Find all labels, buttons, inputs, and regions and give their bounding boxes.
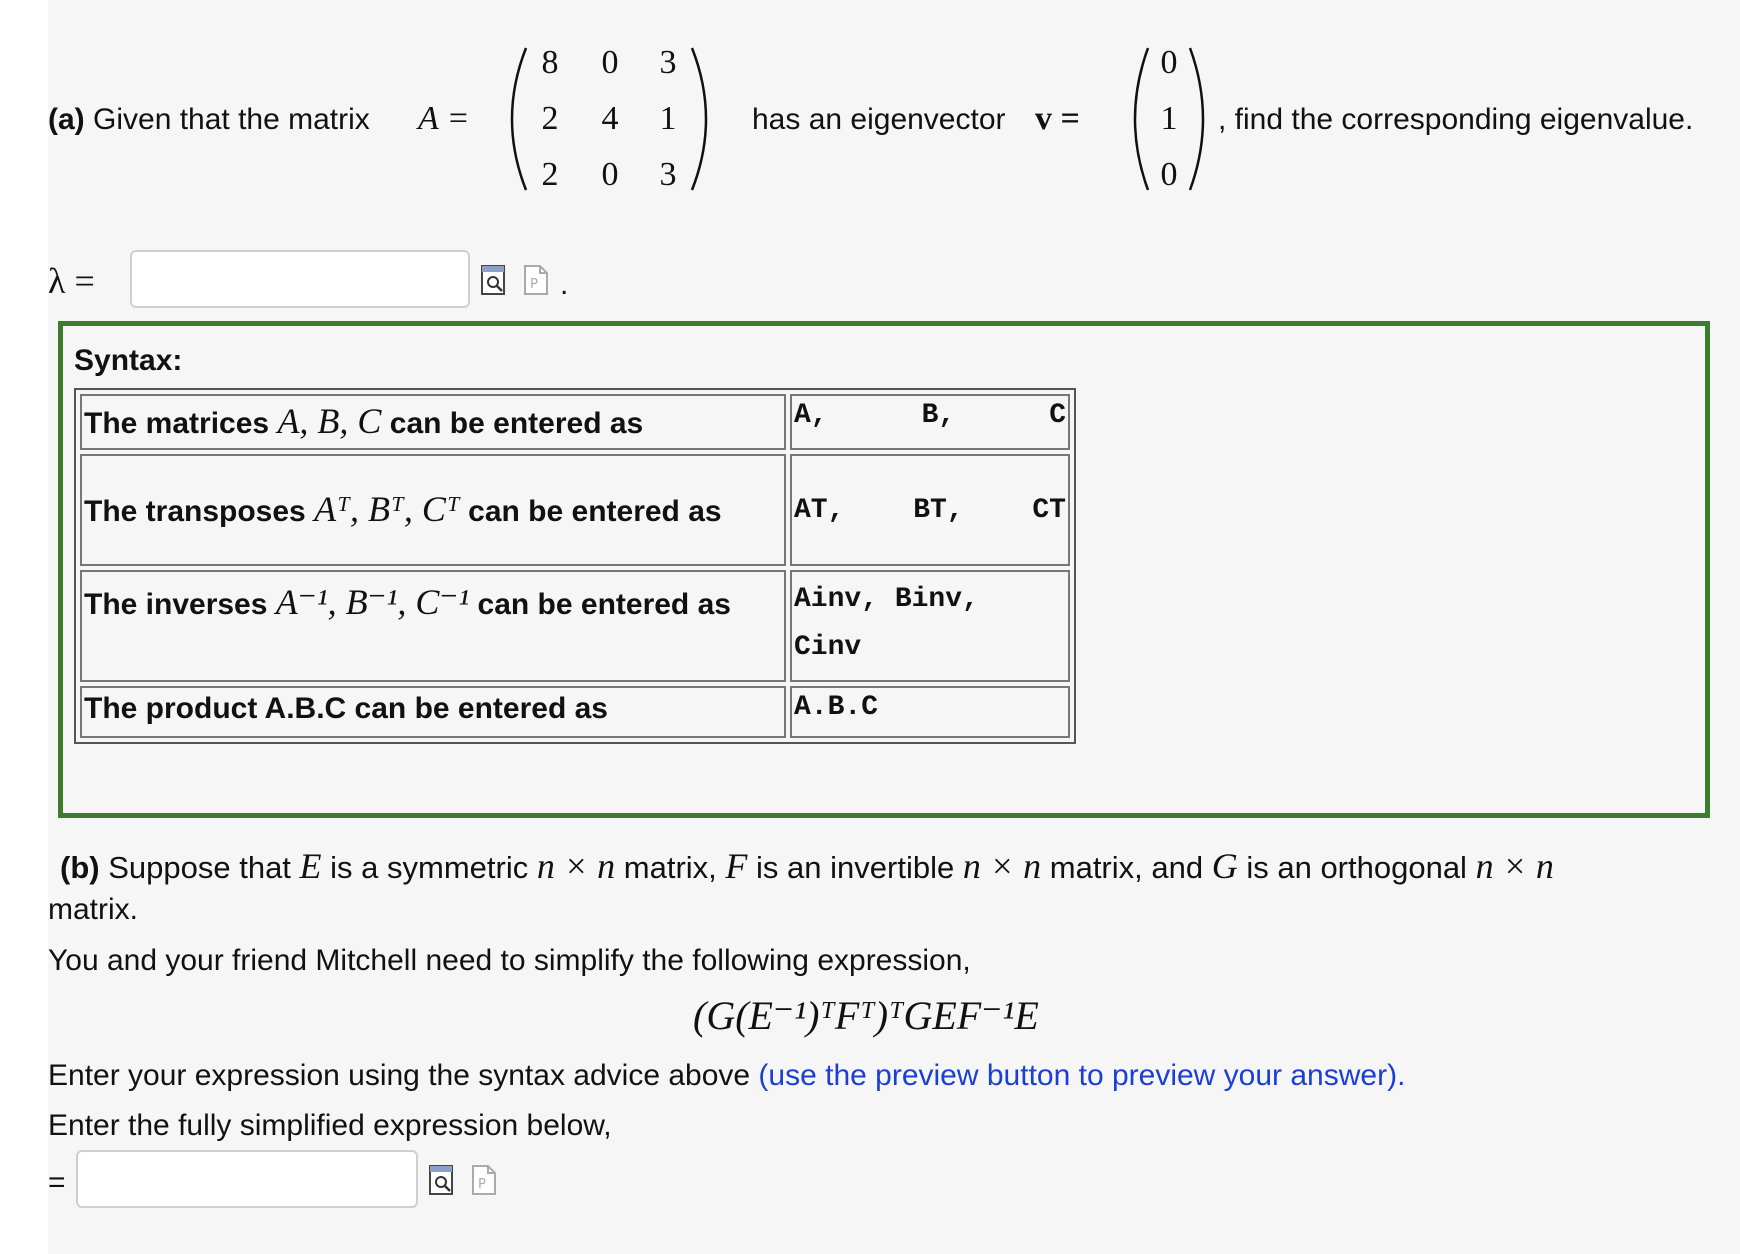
table-row bbox=[80, 686, 1070, 738]
code-text: BT, bbox=[913, 494, 964, 526]
expression-input[interactable] bbox=[76, 1150, 418, 1208]
math-e: E bbox=[299, 846, 322, 886]
desc-math: Aᵀ, Bᵀ, Cᵀ bbox=[314, 488, 460, 529]
desc-text: The matrices bbox=[84, 407, 270, 440]
code-text: C bbox=[1049, 400, 1066, 431]
code-text: B, bbox=[921, 400, 956, 431]
code-text: A, bbox=[794, 400, 828, 431]
syntax-desc bbox=[80, 686, 786, 738]
matrix-cell: 2 bbox=[541, 156, 559, 193]
text: matrix, and bbox=[1049, 850, 1204, 885]
paste-icon[interactable] bbox=[522, 264, 550, 296]
vector-name-text: v = bbox=[1035, 100, 1080, 137]
matrix-cell: 4 bbox=[601, 100, 619, 137]
desc-text: The transposes bbox=[84, 494, 306, 528]
syntax-desc bbox=[80, 394, 786, 450]
preview-icon[interactable] bbox=[428, 1164, 456, 1196]
text: is an invertible bbox=[756, 850, 955, 885]
matrix-cell: 0 bbox=[601, 156, 619, 193]
desc-text: The inverses bbox=[84, 588, 268, 621]
vector-cell: 1 bbox=[1160, 100, 1178, 137]
math-nxn: n × n bbox=[1475, 846, 1554, 886]
syntax-title: Syntax: bbox=[74, 344, 183, 377]
trailing-period: . bbox=[560, 268, 569, 301]
math-f: F bbox=[725, 846, 748, 886]
vector-cell: 0 bbox=[1160, 156, 1178, 193]
preview-hint-link[interactable]: (use the preview button to preview your answer). bbox=[758, 1059, 1406, 1092]
matrix-cell: 3 bbox=[659, 44, 677, 81]
part-b-instr2: Enter the fully simplified expression below, bbox=[48, 1109, 612, 1142]
part-a-intro bbox=[48, 103, 370, 137]
code-text: AT, bbox=[794, 494, 845, 526]
part-a-text2: has an eigenvector bbox=[752, 103, 1006, 136]
part-b-instructions bbox=[48, 1059, 1405, 1093]
math-nxn: n × n bbox=[962, 846, 1042, 886]
part-b-matrix-end: matrix. bbox=[48, 893, 138, 926]
matrix-name: A = bbox=[418, 100, 470, 137]
desc-math: A⁻¹, B⁻¹, C⁻¹ bbox=[275, 582, 470, 622]
syntax-code bbox=[790, 570, 1070, 682]
part-a-text1: Given that the matrix bbox=[93, 103, 370, 136]
vector-v bbox=[1128, 44, 1210, 194]
text: is a symmetric bbox=[330, 850, 529, 885]
paste-icon[interactable] bbox=[470, 1164, 498, 1196]
text: Suppose that bbox=[108, 850, 291, 885]
eigenvalue-input[interactable] bbox=[130, 250, 470, 308]
text: is an orthogonal bbox=[1246, 850, 1467, 885]
syntax-code bbox=[790, 686, 1070, 738]
svg-text:P: P bbox=[530, 277, 538, 292]
matrix-a bbox=[504, 44, 714, 194]
code-text: Cinv bbox=[794, 632, 862, 663]
matrix-cell: 3 bbox=[659, 156, 677, 193]
part-a-text3: , find the corresponding eigenvalue. bbox=[1218, 103, 1694, 136]
desc-text: can be entered as bbox=[389, 407, 644, 440]
code-text: Binv, bbox=[894, 584, 979, 615]
code-text: Ainv, bbox=[794, 584, 879, 615]
matrix-cell: 2 bbox=[541, 100, 559, 137]
vector-name bbox=[1035, 100, 1080, 138]
code-text: A.B.C bbox=[794, 692, 879, 723]
desc-math: A, B, C bbox=[277, 401, 382, 441]
preview-icon[interactable] bbox=[480, 264, 508, 296]
math-g: G bbox=[1211, 846, 1238, 886]
part-b-sentence2: You and your friend Mitchell need to simplify the following expression, bbox=[48, 944, 971, 977]
part-b-label: (b) bbox=[60, 850, 100, 885]
desc-text: The product A.B.C can be entered as bbox=[84, 692, 608, 725]
matrix-cell: 1 bbox=[659, 100, 677, 137]
expression: (G(E⁻¹)ᵀFᵀ)ᵀGEF⁻¹E bbox=[693, 993, 1039, 1038]
syntax-desc bbox=[80, 570, 786, 682]
table-row bbox=[80, 570, 1070, 682]
text: Enter your expression using the syntax advice above bbox=[48, 1059, 751, 1092]
syntax-desc bbox=[80, 454, 786, 566]
syntax-code bbox=[790, 454, 1070, 566]
math-nxn: n × n bbox=[536, 846, 616, 886]
lambda-label: λ = bbox=[48, 261, 95, 301]
syntax-table bbox=[74, 388, 1076, 744]
table-row bbox=[80, 394, 1070, 450]
desc-text: can be entered as bbox=[477, 588, 731, 621]
svg-text:P: P bbox=[478, 1177, 486, 1192]
vector-cell: 0 bbox=[1160, 44, 1178, 81]
equals-label: = bbox=[48, 1166, 66, 1199]
syntax-code bbox=[790, 394, 1070, 450]
text: matrix, bbox=[623, 850, 717, 885]
matrix-cell: 0 bbox=[601, 44, 619, 81]
desc-text: can be entered as bbox=[468, 494, 722, 528]
code-text: CT bbox=[1032, 494, 1066, 526]
part-a-label: (a) bbox=[48, 103, 85, 136]
table-row bbox=[80, 454, 1070, 566]
part-b-sentence1 bbox=[60, 845, 1554, 887]
matrix-cell: 8 bbox=[541, 44, 559, 81]
